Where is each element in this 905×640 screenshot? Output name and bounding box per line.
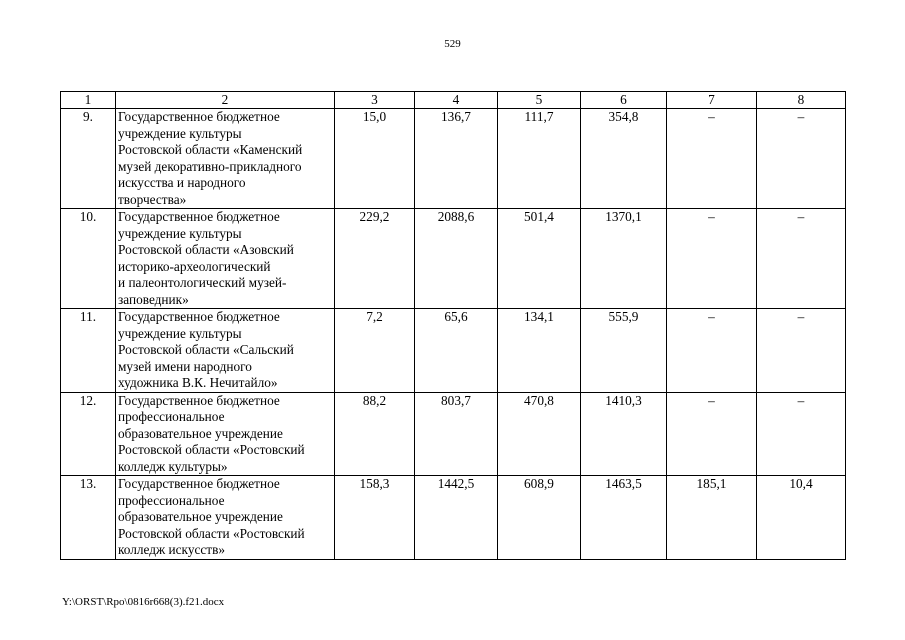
value-cell-col7: – [667,392,757,476]
value-cell-col4: 136,7 [415,109,498,209]
institution-name-line: искусства и народного [118,175,246,190]
value-cell-col8: – [757,209,846,309]
value-cell-col3: 15,0 [335,109,415,209]
institution-name-line: Государственное бюджетное [118,392,280,408]
row-number: 13. [61,476,116,560]
institution-name-line: Государственное бюджетное [118,309,280,324]
value-cell-col6: 555,9 [581,309,667,393]
file-path-footer: Y:\ORST\Rpo\0816r668(3).f21.docx [62,596,225,608]
value-cell-col4: 2088,6 [415,209,498,309]
value-cell-col6: 1463,5 [581,476,667,560]
value-cell-col5: 111,7 [498,109,581,209]
value-cell-col8: – [757,109,846,209]
institution-name-line: историко-археологический [118,258,271,274]
row-number: 9. [61,109,116,209]
table-row [61,109,846,209]
header-cell: 4 [415,92,498,109]
institution-name-line: Ростовской области «Ростовский [118,442,305,457]
page-number: 529 [444,38,461,50]
header-cell: 3 [335,92,415,109]
row-number: 12. [61,392,116,476]
value-cell-col6: 1410,3 [581,392,667,476]
institution-name [116,109,335,209]
value-cell-col3: 88,2 [335,392,415,476]
institution-name-line: заповедник» [118,291,189,307]
institution-name-line: музей декоративно-прикладного [118,158,302,174]
value-cell-col4: 1442,5 [415,476,498,560]
value-cell-col5: 134,1 [498,309,581,393]
header-cell: 2 [116,92,335,109]
header-cell: 5 [498,92,581,109]
institution-name-line: творчества» [118,191,187,207]
header-cell: 7 [667,92,757,109]
institution-name-line: Ростовской области «Сальский [118,342,294,357]
institution-name-line: Ростовской области «Каменский [118,142,303,157]
value-cell-col6: 1370,1 [581,209,667,309]
institution-name [116,476,335,560]
institution-name-line: образовательное учреждение [118,509,283,524]
row-number: 10. [61,209,116,309]
institution-name-line: Ростовской области «Ростовский [118,525,305,541]
value-cell-col8: – [757,392,846,476]
header-cell: 6 [581,92,667,109]
row-number: 11. [61,309,116,393]
institution-name-line: Государственное бюджетное [118,109,280,124]
institution-name-line: колледж искусств» [118,542,226,557]
value-cell-col7: – [667,109,757,209]
value-cell-col4: 65,6 [415,309,498,393]
table-row [61,392,846,476]
value-cell-col5: 501,4 [498,209,581,309]
institution-name-line: колледж культуры» [118,458,228,474]
institution-name-line: профессиональное [118,409,225,424]
header-row [61,92,846,109]
institution-name-line: профессиональное [118,492,225,508]
value-cell-col7: 185,1 [667,476,757,560]
institution-name-line: Ростовской области «Азовский [118,242,294,257]
institution-name-line: учреждение культуры [118,225,242,241]
data-table [60,91,846,560]
table-row [61,476,846,560]
table-row [61,209,846,309]
value-cell-col6: 354,8 [581,109,667,209]
institution-name-line: музей имени народного [118,358,252,374]
value-cell-col4: 803,7 [415,392,498,476]
header-cell: 1 [61,92,116,109]
institution-name-line: и палеонтологический музей- [118,275,287,290]
institution-name-line: учреждение культуры [118,125,242,141]
institution-name-line: Государственное бюджетное [118,476,280,491]
value-cell-col8: – [757,309,846,393]
institution-name-line: образовательное учреждение [118,425,283,441]
institution-name-line: художника В.К. Нечитайло» [118,375,278,390]
value-cell-col3: 7,2 [335,309,415,393]
institution-name [116,309,335,393]
institution-name [116,209,335,309]
institution-name-line: учреждение культуры [118,325,242,341]
value-cell-col7: – [667,309,757,393]
institution-name [116,392,335,476]
table-header [61,92,846,109]
institution-name-line: Государственное бюджетное [118,209,280,224]
value-cell-col7: – [667,209,757,309]
table-row [61,309,846,393]
value-cell-col3: 158,3 [335,476,415,560]
table-body [61,109,846,560]
value-cell-col5: 608,9 [498,476,581,560]
value-cell-col3: 229,2 [335,209,415,309]
header-cell: 8 [757,92,846,109]
value-cell-col8: 10,4 [757,476,846,560]
value-cell-col5: 470,8 [498,392,581,476]
